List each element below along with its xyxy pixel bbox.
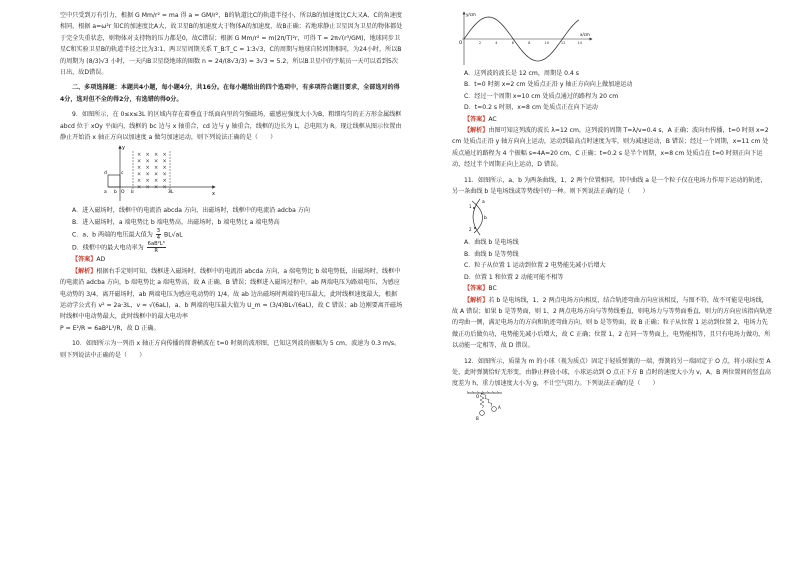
- svg-text:y/cm: y/cm: [466, 12, 476, 17]
- right-column: [452, 10, 772, 424]
- field-cross-mark: ×: [154, 184, 159, 191]
- q10-option-c: C．经过一个周期 x=10 cm 处质点通过的路程为 20 cm: [464, 92, 619, 100]
- q11-option-d: D．位置 1 和位置 2 动能可能不相等: [464, 273, 564, 281]
- field-cross-mark: ×: [154, 158, 159, 165]
- question-9-stem: 9．如图所示，在 0≤x≤3L 的区域内存在着垂直于纸面向里的匀强磁场，磁感应强度大小为B，粗细均匀的正方形金属线框 abcd 位于 xOy 平面内，线框的 bc 边与 x 轴重合，cd 边与 y 轴重合，线框的边长为 L，总电阻为 R。现让线框从图示位置由静止开始沿 x 轴正方向以加速度 a 做匀加速运动，则下列说法正确的是（ ）: [60, 111, 402, 142]
- field-cross-mark: ×: [137, 171, 142, 178]
- wave-tick-label: 2: [478, 41, 482, 45]
- wave-tick-label: 6: [511, 41, 514, 45]
- field-cross-mark: ×: [162, 158, 167, 165]
- svg-text:y: y: [122, 145, 125, 152]
- field-cross-mark: ×: [137, 158, 142, 165]
- field-cross-mark: ×: [137, 152, 142, 159]
- field-cross-mark: ×: [145, 171, 150, 178]
- wave-tick-label: 14: [577, 41, 582, 45]
- svg-text:A: A: [498, 404, 501, 410]
- field-cross-mark: ×: [154, 165, 159, 172]
- svg-text:O: O: [476, 393, 480, 399]
- q9-explanation: 【解析】根据右手定则可知，线框进入磁场时，线框中的电流沿 abcda 方向，a 端电势比 b 端电势低，出磁场时，线框中的电流沿 adcba 方向，b 端电势比 a 端电势高，故 A 正确、B 错误；线框进入磁场过程中，ab 两端电压为路端电压，为感应电动势的 3/4，离开磁场时，ab 两端电压为感应电动势的 1/4，故 ab 边出磁场时两端的电压最大，此时线框速度最大，根据运动学公式有 v² = 2a·3L，v = √(6aL)，a、b 两端的电压最大值为 U_m = (3/4)BL√(6aL)，故 C 错误；ab 边刚要离开磁场时线框中电动势最大，此时线框中的最大电功率: [60, 267, 403, 321]
- field-cross-mark: ×: [137, 184, 142, 191]
- q9-answer: 【答案】AD: [72, 256, 106, 264]
- q10-answer: 【答案】AC: [464, 115, 497, 123]
- svg-text:L: L: [131, 190, 134, 196]
- question-10-stem: 10．如图所示为一列沿 x 轴正方向传播的简谐横波在 t=0 时刻的波形图，已知这列波的振幅为 5 cm，波速为 0.3 m/s。则下列说法中正确的是（ ）: [60, 340, 401, 359]
- field-cross-mark: ×: [145, 184, 150, 191]
- q9-explanation-end: P = E²/R = 6aB²L³/R，故 D 正确。: [60, 324, 160, 332]
- svg-text:O: O: [121, 190, 125, 196]
- q9-option-b: B．进入磁场时，a 端电势比 b 端电势高，出磁场时，b 端电势比 a 端电势高: [72, 218, 280, 226]
- svg-text:B: B: [476, 415, 479, 421]
- svg-text:d: d: [104, 171, 107, 177]
- question-12-stem: 12．如图所示，质量为 m 的小球（视为质点）固定于轻质弹簧的一端，弹簧的另一端固定于 O 点，将小球拉至 A 处，此时弹簧恰好无形变，由静止释放小球，小球运动到 O 点正下方 B 点时的速度大小为 v，A、B 两位置间的竖直高度差为 h，重力加速度大小为 g，不计空气阻力。下列说法正确的是（ ）: [452, 357, 771, 388]
- left-column: [60, 10, 403, 361]
- svg-text:x/cm: x/cm: [580, 32, 590, 37]
- q10-wave-figure: [452, 10, 772, 68]
- field-cross-mark: ×: [145, 152, 150, 159]
- q11-option-c: C．粒子从位置 1 运动到位置 2 电势能先减小后增大: [464, 262, 606, 270]
- question-11-stem: 11．如图所示，a、b 为两条曲线，1、2 两个位置相同，其中曲线 a 是一个粒子仅在电场力作用下运动的轨迹，另一条曲线 b 是电场线或等势线中的一种。则下列说法正确的是（ ）: [452, 176, 767, 196]
- field-cross-mark: ×: [145, 158, 150, 165]
- q10-option-b: B．t=0 时刻 x=2 cm 处质点正沿 y 轴正方向向上做加速运动: [464, 81, 633, 89]
- svg-text:a: a: [482, 200, 485, 206]
- q10-option-d: D．t=0.2 s 时刻，x=8 cm 处质点正在向下运动: [464, 104, 598, 112]
- svg-text:c: c: [121, 171, 124, 177]
- q11-curves-figure: [452, 197, 772, 237]
- q9-option-c-fraction: $\frac{3}{4}$: [156, 228, 161, 242]
- q9-option-d: D．线框中的最大电功率为 $\frac{\text{6aB²L³}}{R}$: [72, 241, 165, 255]
- svg-text:O: O: [459, 40, 463, 45]
- svg-text:b: b: [484, 216, 487, 222]
- q9-magnetic-field-figure: [60, 143, 403, 205]
- wave-tick-label: 4: [495, 41, 498, 45]
- field-cross-mark: ×: [154, 152, 159, 159]
- q11-option-a: A．曲线 b 是电场线: [464, 239, 519, 247]
- section-heading-multiple-choice: 二、多项选择题：本题共4小题，每小题4分，共16分。在每小题给出的四个选项中，有多项符合题目要求，全部选对的得4分，选对但不全的得2分，有选错的得0分。: [60, 84, 400, 103]
- svg-text:1: 1: [469, 204, 472, 210]
- wave-tick-label: 10: [544, 41, 550, 45]
- field-cross-mark: ×: [162, 165, 167, 172]
- q8-explanation-continued: 空中只受到万有引力，根据 G Mm/r² = ma 得 a = GM/r²，B的轨道比C的轨道半径小，所以B的加速度比C大又A、C的角速度相同，根据 a=ω²r 知C的加速度比A大，故卫星B的加速度大于物体A的加速度，故B正确；若地球静止卫星因为卫星的物体都处于完全失重状态，则物体对支持物的压力都是0，故C错误；根据 G Mm/r² = m(2π/T)²r，可得 T = 2π√(r³/GM)，地球同步卫星C和实验卫星B的轨道半径之比为3∶1，两卫星周期关系 T_B∶T_C = 1∶3√3，C的周期与地球自转周期相同，为24小时，所以B的周期为 (8/3)√3 小时，一天内B卫星绕地球的圈数 n = 24/(8√3/3) = 3√3 ≈ 5.2，所以B卫星中的宇航员一天可以看到5次日出，故D错误。: [60, 12, 403, 77]
- svg-text:b: b: [114, 190, 117, 196]
- q10-explanation: 【解析】由图可知这列波的波长 λ=12 cm，这列波的周期 T=λ/v=0.4 s，A 正确；波向右传播，t=0 时刻 x=2 cm 处质点正沿 y 轴方向向上运动，运动到最高点时速度为零，则为减速运动，B 错误；经过一个周期，x=11 cm 处质点通过的路程为 4 个振幅 s=4A=20 cm，C 正确；t=0.2 s 是半个周期，x=8 cm 处质点在 t=0 时刻正向下运动，经过半个周期正向上运动，D 错误。: [452, 127, 769, 169]
- field-cross-mark: ×: [145, 178, 150, 185]
- field-cross-mark: ×: [137, 165, 142, 172]
- q10-option-a: A．这列波的波长是 12 cm，周期是 0.4 s: [464, 70, 579, 77]
- q12-spring-figure: [452, 390, 772, 424]
- q9-option-d-fraction: $\frac{\text{6aB²L³}}{R}$: [147, 241, 165, 255]
- field-cross-mark: ×: [162, 178, 167, 185]
- q11-explanation: 【解析】若 b 是电场线，1、2 两点电场方向相反，结合轨迹弯曲方向应该相反，与图不符，故不可能是电场线，故 A 错误；如果 b 是等势面，则 1、2 两点电场方向与等势线垂直，则电场力与等势面垂直，则力的方向应该指向轨迹的弯曲一侧，满足电场力的方向和轨迹弯曲方向，则 b 是等势面，故 B 正确；粒子从位置 1 运动到位置 2，电场力先做正功后做负功，电势能先减小后增大，故 C 正确；位置 1、2 在同一等势面上，电势能相等，且只有电场力做功，所以动能一定相等，故 D 错误。: [452, 296, 772, 350]
- svg-text:x: x: [212, 191, 215, 198]
- svg-text:3L: 3L: [168, 190, 174, 196]
- q9-option-c: C．a、b 两端的电压最大值为 $\frac{3}{4}$ BL√aL: [72, 228, 183, 242]
- field-cross-mark: ×: [162, 152, 167, 159]
- wave-tick-label: 12: [560, 41, 566, 45]
- svg-text:2: 2: [469, 227, 472, 233]
- q11-answer: 【答案】BC: [464, 285, 497, 293]
- field-cross-mark: ×: [137, 178, 142, 185]
- field-cross-mark: ×: [162, 184, 167, 191]
- svg-text:a: a: [104, 190, 107, 196]
- field-cross-mark: ×: [145, 165, 150, 172]
- field-cross-mark: ×: [154, 178, 159, 185]
- wave-tick-label: 8: [528, 41, 531, 45]
- q9-option-a: A．进入磁场时，线框中的电流沿 abcda 方向，出磁场时，线框中的电流沿 adcba 方向: [72, 207, 310, 215]
- field-cross-mark: ×: [154, 171, 159, 178]
- q11-option-b: B．曲线 b 是等势线: [464, 250, 519, 258]
- field-cross-mark: ×: [162, 171, 167, 178]
